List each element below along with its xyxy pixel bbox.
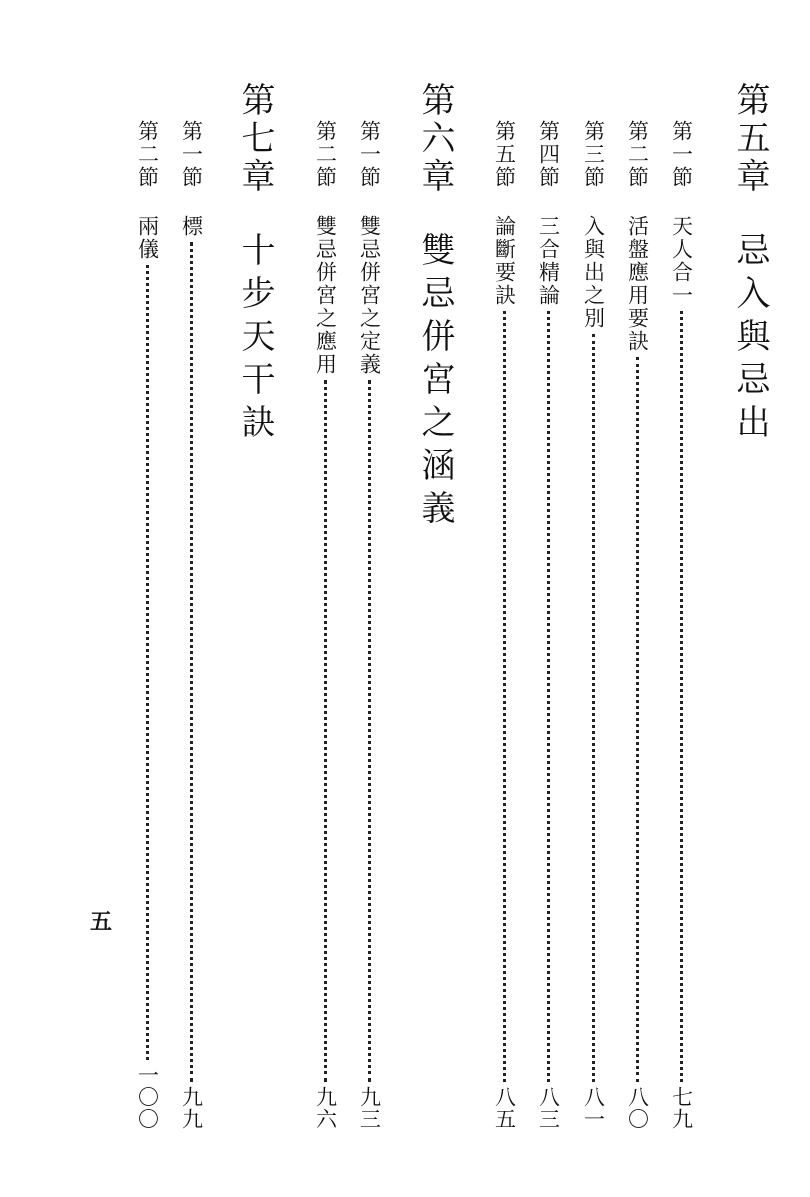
section-title: 兩儀 — [135, 215, 160, 261]
section-label: 第一節 — [179, 120, 204, 189]
section-page: 九九 — [179, 1086, 204, 1130]
section-page: 八五 — [492, 1086, 517, 1130]
toc-entry[interactable] — [310, 120, 340, 1130]
section-label: 第四節 — [536, 120, 561, 189]
section-title: 天人合一 — [669, 215, 694, 307]
toc-entry[interactable] — [578, 120, 608, 1130]
page-number: 五 — [90, 909, 113, 935]
section-title: 論斷要訣 — [492, 215, 517, 307]
section-page: 八〇 — [625, 1086, 650, 1130]
chapter-heading-7 — [233, 82, 277, 447]
section-title: 雙忌併宮之應用 — [313, 215, 338, 376]
section-title: 活盤應用要訣 — [625, 215, 650, 353]
toc-entry[interactable] — [176, 120, 206, 1130]
chapter-label: 第六章 — [415, 82, 455, 196]
toc-entry[interactable] — [666, 120, 696, 1130]
section-label: 第二節 — [625, 120, 650, 189]
section-page: 一〇〇 — [135, 1064, 160, 1130]
section-title: 入與出之別 — [581, 215, 606, 330]
section-label: 第三節 — [581, 120, 606, 189]
section-label: 第二節 — [313, 120, 338, 189]
section-label: 第五節 — [492, 120, 517, 189]
toc-entry[interactable] — [489, 120, 519, 1130]
section-label: 第二節 — [135, 120, 160, 189]
section-page: 八三 — [536, 1086, 561, 1130]
section-page: 九六 — [313, 1086, 338, 1130]
dot-leader — [503, 311, 506, 1082]
chapter-label: 第七章 — [235, 82, 275, 196]
chapter-heading-6 — [413, 82, 457, 533]
chapter-heading-5 — [728, 82, 772, 447]
section-label: 第一節 — [357, 120, 382, 189]
dot-leader — [324, 380, 327, 1082]
section-title: 雙忌併宮之定義 — [357, 215, 382, 376]
toc-entry[interactable] — [132, 120, 162, 1130]
dot-leader — [636, 357, 639, 1082]
section-title: 三合精論 — [536, 215, 561, 307]
toc-entry[interactable] — [622, 120, 652, 1130]
toc-entry[interactable] — [533, 120, 563, 1130]
section-page: 七九 — [669, 1086, 694, 1130]
section-label: 第一節 — [669, 120, 694, 189]
section-page: 九三 — [357, 1086, 382, 1130]
dot-leader — [592, 334, 595, 1082]
toc-entry[interactable] — [354, 120, 384, 1130]
chapter-title: 忌入與忌出 — [730, 232, 770, 447]
dot-leader — [547, 311, 550, 1082]
dot-leader — [190, 242, 193, 1082]
dot-leader — [146, 265, 149, 1060]
chapter-title: 十步天干訣 — [235, 232, 275, 447]
dot-leader — [368, 380, 371, 1082]
dot-leader — [680, 311, 683, 1082]
section-page: 八一 — [581, 1086, 606, 1130]
chapter-title: 雙忌併宮之涵義 — [415, 232, 455, 533]
chapter-label: 第五章 — [730, 82, 770, 196]
section-title: 標 — [179, 215, 204, 238]
